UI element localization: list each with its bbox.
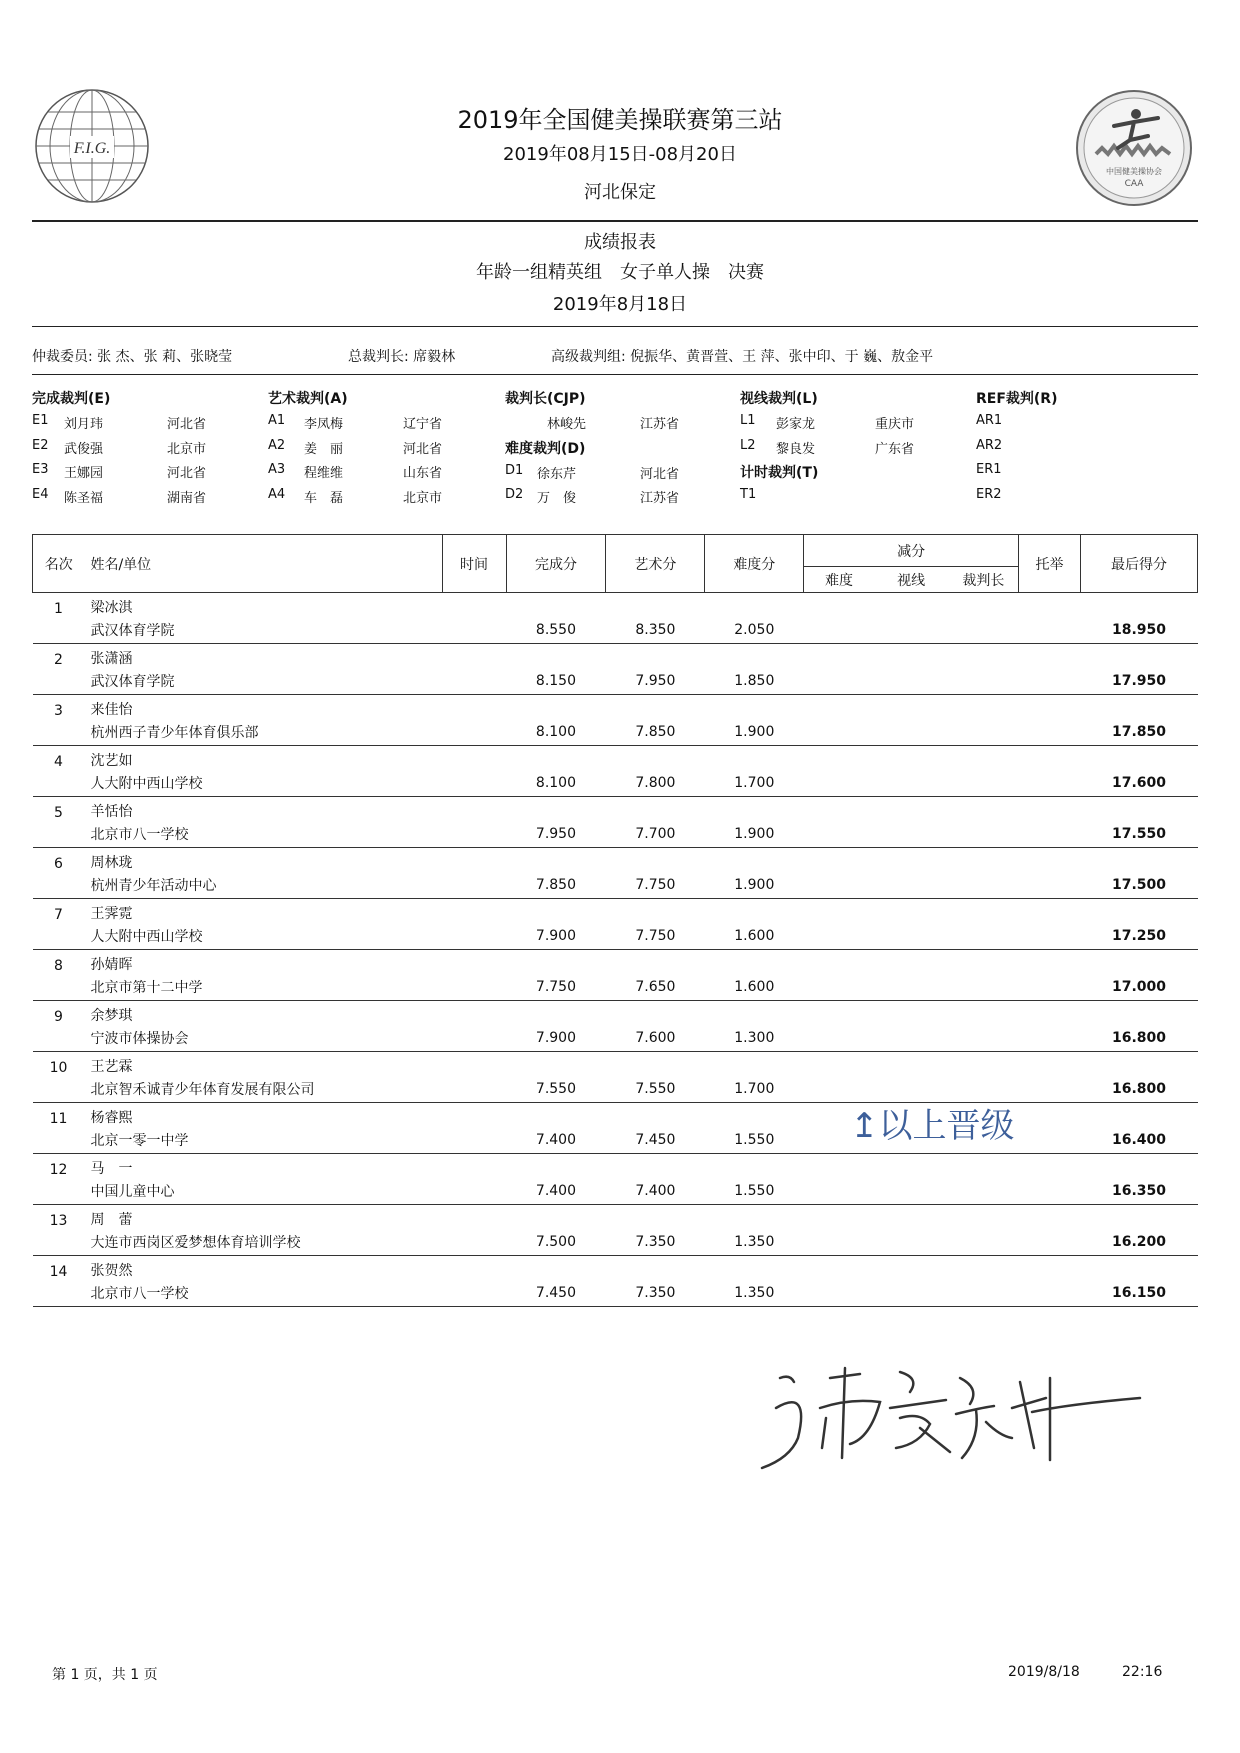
judge-code: D2 — [505, 487, 524, 502]
artistry-score: 7.800 — [606, 770, 705, 797]
rank-cell: 1 — [54, 601, 63, 617]
report-title: 成绩报表 — [584, 232, 656, 253]
table-row — [33, 746, 1198, 771]
rank-cell: 12 — [49, 1162, 68, 1178]
print-time: 22:16 — [1122, 1664, 1163, 1680]
judge-province: 河北省 — [640, 466, 680, 482]
table-row-scores — [33, 1127, 1198, 1154]
athlete-unit: 北京市八一学校 — [84, 1280, 442, 1307]
rank-cell: 6 — [54, 856, 63, 872]
judge-code: L2 — [740, 437, 756, 453]
table-row-scores — [33, 923, 1198, 950]
arrow-up-icon: ↥ — [850, 1106, 879, 1146]
table-row — [33, 1103, 1198, 1128]
judge-code: ER2 — [976, 486, 1002, 502]
rank-cell: 13 — [49, 1213, 68, 1229]
difficulty-score: 1.900 — [705, 872, 804, 899]
report-category: 年龄一组精英组 女子单人操 决赛 — [476, 262, 764, 283]
rank-cell: 7 — [54, 907, 63, 923]
judge-province: 河北省 — [167, 466, 207, 481]
athlete-name: 梁冰淇 — [90, 600, 133, 616]
table-row — [33, 848, 1198, 873]
difficulty-score: 1.900 — [705, 821, 804, 848]
judge-name: 刘月玮 — [64, 417, 104, 432]
athlete-name: 沈艺如 — [90, 753, 133, 769]
advance-note-text: 以上晋级 — [878, 1106, 1015, 1146]
rank-cell: 5 — [54, 805, 63, 821]
judge-province: 重庆市 — [875, 417, 915, 432]
artistry-score: 7.450 — [606, 1127, 705, 1154]
execution-score: 7.950 — [506, 821, 606, 848]
table-row-scores — [33, 1076, 1198, 1103]
judge-name: 万 俊 — [537, 491, 577, 506]
table-row-scores — [33, 1280, 1198, 1307]
header-ded-line: 视线 — [874, 567, 949, 593]
athlete-unit: 北京市八一学校 — [84, 821, 442, 848]
judge-code: L1 — [740, 413, 756, 428]
artistry-score: 7.700 — [606, 821, 705, 848]
table-row — [33, 644, 1198, 669]
judge-group-heading: 完成裁判(E) — [32, 391, 111, 407]
judge-province: 北京市 — [403, 490, 443, 506]
athlete-name: 余梦琪 — [90, 1008, 133, 1024]
execution-score: 7.400 — [506, 1178, 606, 1205]
execution-score: 7.900 — [506, 1025, 606, 1052]
execution-score: 7.550 — [506, 1076, 606, 1103]
judge-name: 车 磊 — [304, 490, 344, 506]
difficulty-score: 1.900 — [705, 719, 804, 746]
difficulty-score: 1.700 — [705, 770, 804, 797]
judge-name: 王娜园 — [64, 466, 104, 481]
difficulty-score: 1.350 — [705, 1280, 804, 1307]
header-ded-difficulty: 难度 — [804, 567, 874, 593]
header-time: 时间 — [442, 535, 506, 593]
judge-province: 广东省 — [875, 441, 915, 457]
execution-score: 8.550 — [506, 617, 606, 644]
judge-code: E4 — [32, 486, 49, 502]
header-ded-chief: 裁判长 — [949, 567, 1019, 593]
judge-name: 黎良发 — [776, 441, 816, 457]
final-score: 16.350 — [1080, 1178, 1197, 1205]
execution-score: 7.500 — [506, 1229, 606, 1256]
artistry-score: 7.350 — [606, 1280, 705, 1307]
table-row — [33, 1052, 1198, 1077]
athlete-unit: 北京智禾诚青少年体育发展有限公司 — [84, 1076, 442, 1103]
senior-panel: 高级裁判组: 倪振华、黄晋萱、王 萍、张中印、于 巍、敖金平 — [551, 349, 934, 365]
difficulty-score: 1.850 — [705, 668, 804, 695]
officials-divider-top — [32, 326, 1198, 327]
artistry-score: 7.850 — [606, 719, 705, 746]
header-rank: 名次 — [33, 535, 85, 593]
table-row — [33, 1205, 1198, 1230]
table-row-scores — [33, 719, 1198, 746]
execution-score: 7.400 — [506, 1127, 606, 1154]
judge-code: A3 — [268, 462, 286, 477]
event-dates: 2019年08月15日-08月20日 — [503, 144, 737, 165]
advance-note — [850, 1098, 1015, 1147]
difficulty-score: 1.550 — [705, 1178, 804, 1205]
athlete-unit: 武汉体育学院 — [84, 617, 442, 644]
table-row-scores — [33, 821, 1198, 848]
judge-code: A4 — [268, 486, 286, 502]
judge-group-heading: 艺术裁判(A) — [268, 391, 348, 407]
final-score: 16.400 — [1080, 1127, 1197, 1154]
athlete-name: 孙婧晖 — [90, 957, 133, 973]
rank-cell: 10 — [49, 1060, 68, 1076]
judge-code: T1 — [740, 487, 757, 502]
final-score: 17.250 — [1080, 923, 1197, 950]
signature — [750, 1348, 1150, 1478]
judge-group-heading: 裁判长(CJP) — [505, 391, 586, 407]
table-row — [33, 950, 1198, 975]
caa-logo-text: 中国健美操协会 — [1106, 167, 1162, 176]
judge-code: ER1 — [976, 462, 1002, 477]
judge-province: 江苏省 — [640, 417, 680, 432]
table-row — [33, 899, 1198, 924]
judge-name: 陈圣福 — [64, 490, 104, 506]
rank-cell: 11 — [49, 1111, 68, 1127]
officials-divider-bottom — [32, 374, 1198, 375]
athlete-name: 王艺霖 — [90, 1059, 133, 1075]
report-date: 2019年8月18日 — [552, 294, 688, 315]
rank-cell: 9 — [54, 1009, 63, 1025]
table-row — [33, 1256, 1198, 1281]
judge-name: 姜 丽 — [304, 441, 344, 457]
header-final: 最后得分 — [1080, 535, 1197, 593]
final-score: 17.550 — [1080, 821, 1197, 848]
rank-cell: 14 — [49, 1264, 68, 1280]
execution-score: 8.100 — [506, 719, 606, 746]
print-date: 2019/8/18 — [1008, 1664, 1080, 1680]
difficulty-score: 1.600 — [705, 974, 804, 1001]
athlete-name: 杨睿熙 — [90, 1110, 133, 1126]
judge-group-heading: 计时裁判(T) — [740, 465, 819, 481]
athlete-unit: 杭州西子青少年体育俱乐部 — [84, 719, 442, 746]
athlete-unit: 大连市西岗区爱梦想体育培训学校 — [84, 1229, 442, 1256]
final-score: 17.600 — [1080, 770, 1197, 797]
athlete-name: 羊恬怡 — [90, 804, 133, 820]
athlete-unit: 杭州青少年活动中心 — [84, 872, 442, 899]
judge-code: E3 — [32, 462, 49, 477]
athlete-unit: 北京一零一中学 — [84, 1127, 442, 1154]
athlete-unit: 武汉体育学院 — [84, 668, 442, 695]
execution-score: 7.900 — [506, 923, 606, 950]
athlete-unit: 中国儿童中心 — [84, 1178, 442, 1205]
judge-code: A1 — [268, 413, 286, 428]
judge-code: E1 — [32, 413, 49, 428]
fig-logo-text: F.I.G. — [73, 140, 111, 157]
artistry-score: 7.750 — [606, 923, 705, 950]
judge-province: 河北省 — [403, 441, 443, 457]
judge-province: 江苏省 — [640, 491, 680, 506]
judge-province: 辽宁省 — [403, 417, 443, 432]
caa-logo-abbr: CAA — [1124, 179, 1144, 189]
execution-score: 7.450 — [506, 1280, 606, 1307]
athlete-name: 王霁霓 — [90, 906, 133, 922]
difficulty-score: 1.600 — [705, 923, 804, 950]
final-score: 17.000 — [1080, 974, 1197, 1001]
table-row — [33, 593, 1198, 618]
table-row-scores — [33, 1025, 1198, 1052]
athlete-name: 张贺然 — [90, 1263, 133, 1279]
header-lift: 托举 — [1019, 535, 1081, 593]
table-row — [33, 695, 1198, 720]
athlete-name: 周林珑 — [90, 855, 133, 871]
judge-name: 林峻先 — [547, 417, 587, 432]
execution-score: 7.750 — [506, 974, 606, 1001]
judge-province: 河北省 — [167, 417, 207, 432]
judge-name: 程维维 — [304, 466, 344, 481]
execution-score: 7.850 — [506, 872, 606, 899]
athlete-name: 周 蕾 — [90, 1212, 133, 1228]
header-divider — [32, 220, 1198, 222]
final-score: 16.800 — [1080, 1025, 1197, 1052]
judge-group-heading: 难度裁判(D) — [505, 440, 586, 457]
final-score: 16.200 — [1080, 1229, 1197, 1256]
final-score: 17.500 — [1080, 872, 1197, 899]
jury-members: 仲裁委员: 张 杰、张 莉、张晓莹 — [32, 349, 233, 365]
rank-cell: 8 — [54, 958, 63, 974]
header-name: 姓名/单位 — [84, 535, 442, 593]
header-deduction: 减分 — [804, 535, 1019, 567]
table-row — [33, 797, 1198, 822]
athlete-unit: 人大附中西山学校 — [84, 770, 442, 797]
judge-code: A2 — [268, 437, 286, 453]
execution-score: 8.150 — [506, 668, 606, 695]
judge-group-heading: 视线裁判(L) — [740, 391, 818, 407]
athlete-unit: 人大附中西山学校 — [84, 923, 442, 950]
final-score: 16.800 — [1080, 1076, 1197, 1103]
athlete-unit: 北京市第十二中学 — [84, 974, 442, 1001]
difficulty-score: 1.350 — [705, 1229, 804, 1256]
judge-group-heading: REF裁判(R) — [976, 391, 1058, 407]
final-score: 16.150 — [1080, 1280, 1197, 1307]
table-row — [33, 1154, 1198, 1179]
difficulty-score: 1.550 — [705, 1127, 804, 1154]
judge-code: D1 — [505, 462, 524, 478]
header-artistry: 艺术分 — [606, 535, 705, 593]
table-row-scores — [33, 1229, 1198, 1256]
table-row-scores — [33, 1178, 1198, 1205]
artistry-score: 7.550 — [606, 1076, 705, 1103]
judge-name: 徐东芹 — [537, 466, 577, 482]
athlete-unit: 宁波市体操协会 — [84, 1025, 442, 1052]
final-score: 17.950 — [1080, 668, 1197, 695]
judge-province: 山东省 — [403, 466, 443, 481]
judge-name: 彭家龙 — [776, 417, 816, 432]
head-judge: 总裁判长: 席毅林 — [348, 349, 456, 365]
artistry-score: 8.350 — [606, 617, 705, 644]
judge-code: AR2 — [976, 437, 1003, 453]
judge-name: 武俊强 — [64, 441, 104, 457]
table-row-scores — [33, 770, 1198, 797]
rank-cell: 3 — [54, 703, 63, 719]
table-row-scores — [33, 872, 1198, 899]
artistry-score: 7.650 — [606, 974, 705, 1001]
artistry-score: 7.350 — [606, 1229, 705, 1256]
header-difficulty: 难度分 — [705, 535, 804, 593]
table-row — [33, 1001, 1198, 1026]
artistry-score: 7.400 — [606, 1178, 705, 1205]
difficulty-score: 1.300 — [705, 1025, 804, 1052]
rank-cell: 2 — [54, 652, 63, 668]
results-table — [32, 534, 1198, 1307]
execution-score: 8.100 — [506, 770, 606, 797]
final-score: 18.950 — [1080, 617, 1197, 644]
table-row-scores — [33, 617, 1198, 644]
artistry-score: 7.750 — [606, 872, 705, 899]
judge-code: E2 — [32, 437, 49, 453]
difficulty-score: 2.050 — [705, 617, 804, 644]
event-title: 2019年全国健美操联赛第三站 — [457, 106, 783, 134]
artistry-score: 7.600 — [606, 1025, 705, 1052]
judge-name: 李凤梅 — [304, 417, 344, 432]
athlete-name: 马 一 — [90, 1161, 133, 1177]
artistry-score: 7.950 — [606, 668, 705, 695]
table-row-scores — [33, 668, 1198, 695]
event-location: 河北保定 — [584, 182, 656, 203]
rank-cell: 4 — [54, 754, 63, 770]
athlete-name: 张潇涵 — [90, 651, 133, 667]
judge-province: 北京市 — [167, 441, 207, 457]
judge-code: AR1 — [976, 413, 1003, 428]
page-indicator: 第 1 页，共 1 页 — [52, 1667, 158, 1683]
judge-province: 湖南省 — [167, 490, 207, 506]
table-row-scores — [33, 974, 1198, 1001]
header-execution: 完成分 — [506, 535, 606, 593]
final-score: 17.850 — [1080, 719, 1197, 746]
difficulty-score: 1.700 — [705, 1076, 804, 1103]
athlete-name: 来佳怡 — [90, 702, 133, 718]
